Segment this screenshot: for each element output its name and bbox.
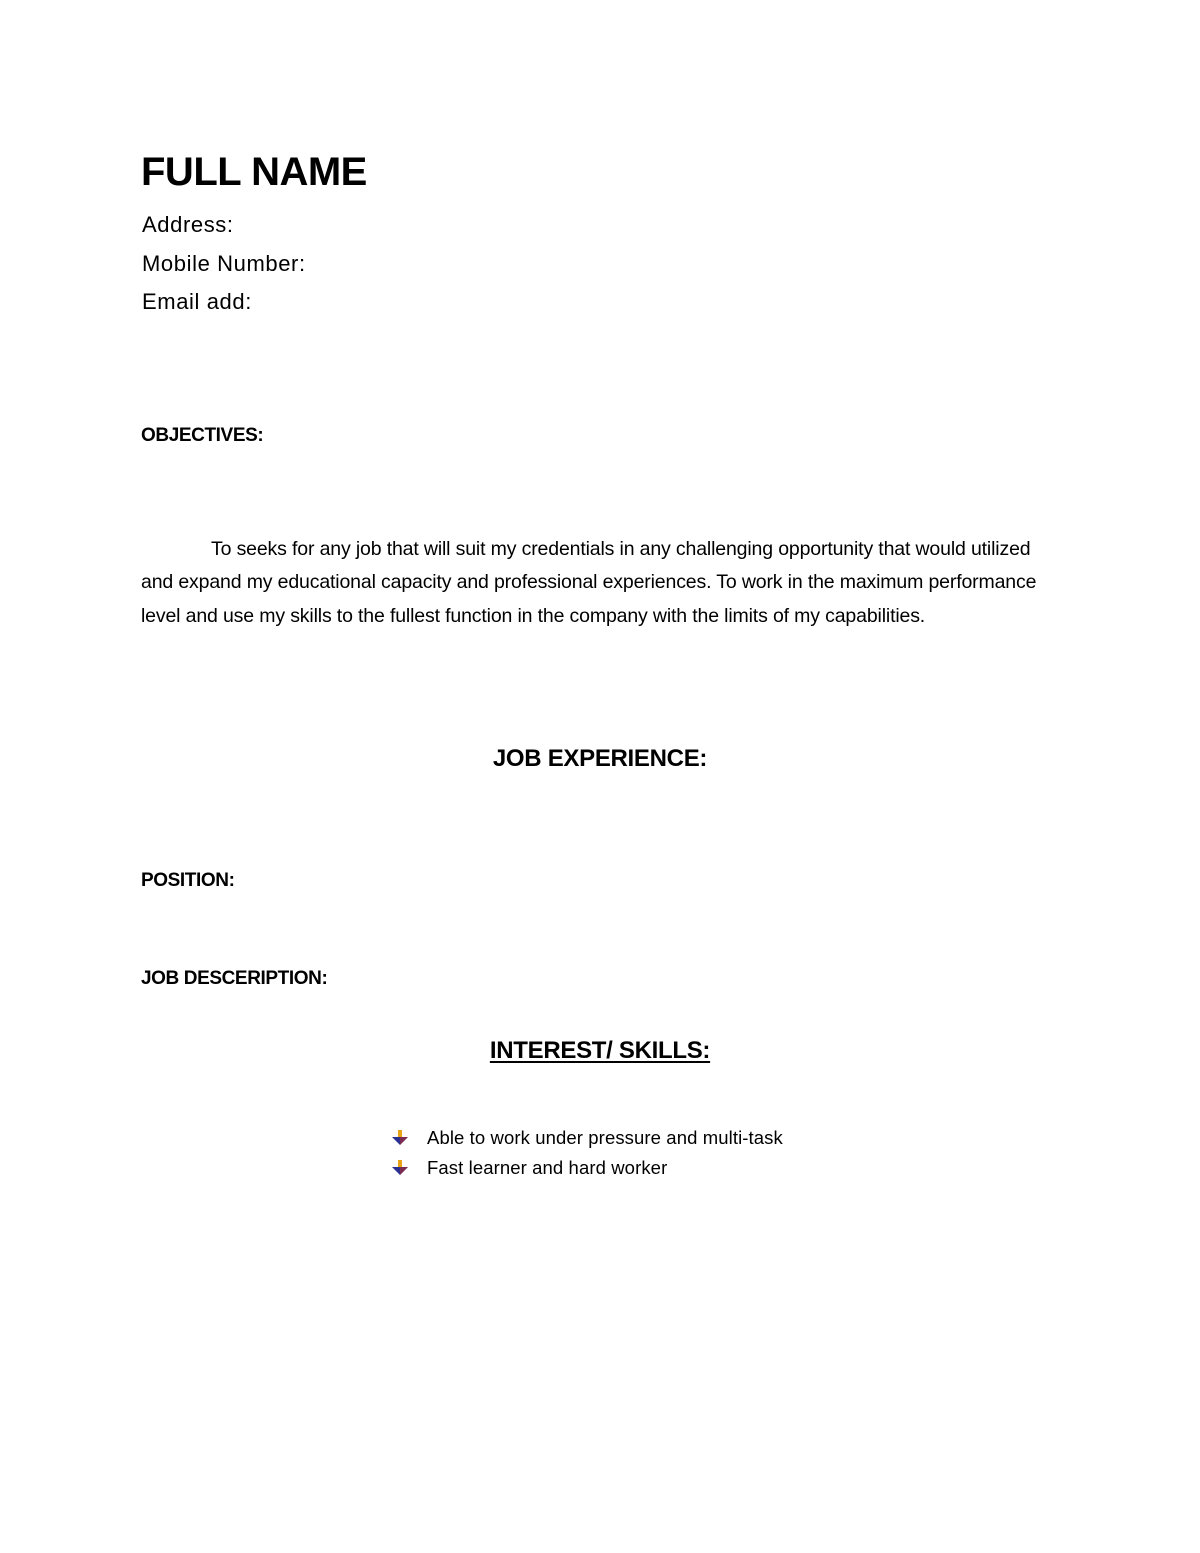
- objectives-heading: OBJECTIVES:: [141, 425, 264, 446]
- full-name-heading: FULL NAME: [141, 150, 367, 194]
- skill-text: Able to work under pressure and multi-task: [427, 1127, 783, 1148]
- interest-skills-heading-text: INTEREST/ SKILLS:: [489, 1037, 711, 1064]
- email-label: Email add:: [142, 289, 252, 314]
- position-label: POSITION:: [141, 870, 235, 891]
- address-label: Address:: [142, 212, 234, 237]
- objectives-text: To seeks for any job that will suit my credentials in any challenging opportunity that would utilized and expand my educational capacity and professional experiences. To work in the maximum performance level and use my skills to the fullest function in the company with the limits of my capabilities.: [141, 538, 1037, 627]
- mobile-number-label: Mobile Number:: [142, 251, 306, 276]
- arrow-down-bullet-icon: [392, 1160, 408, 1176]
- interest-skills-heading: [0, 1036, 1200, 1066]
- job-experience-heading: JOB EXPERIENCE:: [492, 745, 708, 772]
- arrow-down-bullet-icon: [392, 1130, 408, 1146]
- skill-text: Fast learner and hard worker: [427, 1157, 668, 1178]
- job-description-label: JOB DESCERIPTION:: [141, 968, 328, 989]
